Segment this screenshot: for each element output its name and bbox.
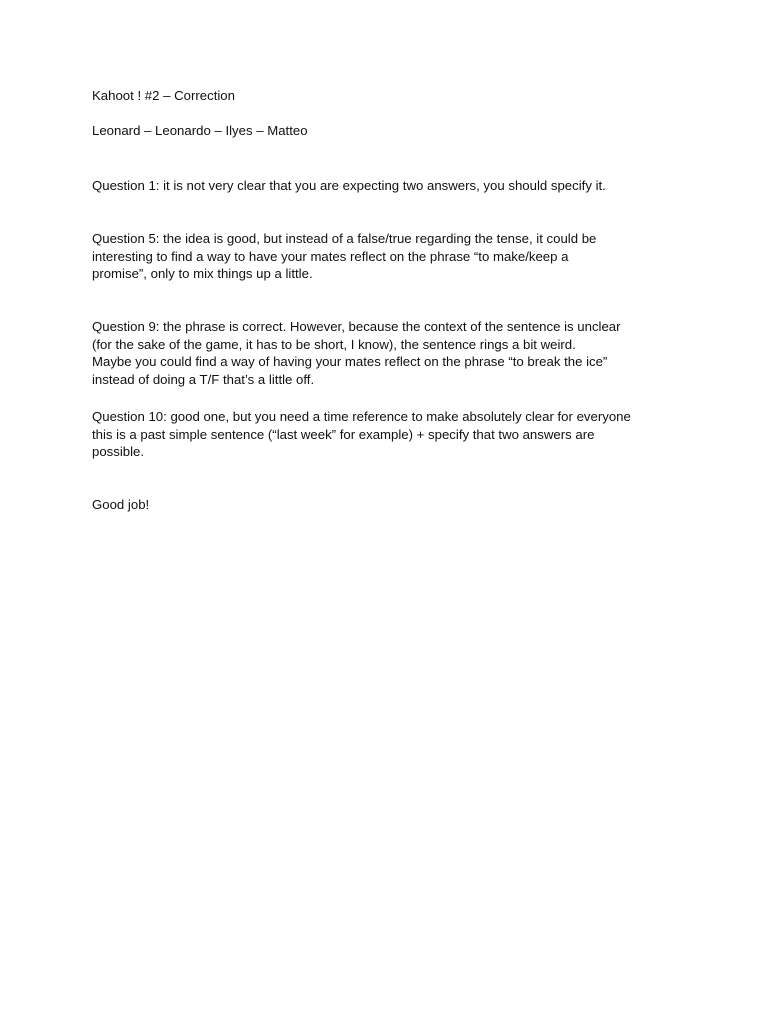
question-10-line: Question 10: good one, but you need a time reference to make absolutely clear for everyone [92,409,631,424]
document-title: Kahoot ! #2 – Correction [92,88,235,103]
closing-remark: Good job! [92,497,150,512]
question-5-comment [92,230,692,283]
question-10-line: this is a past simple sentence (“last week” for example) + specify that two answers are [92,426,595,442]
question-9-line: instead of doing a T/F that’s a little off. [92,371,315,387]
question-10-comment [92,408,692,461]
question-9-line: Question 9: the phrase is correct. However, because the context of the sentence is unclear [92,319,621,334]
question-5-line: Question 5: the idea is good, but instead of a false/true regarding the tense, it could be [92,231,597,246]
question-5-line: promise”, only to mix things up a little. [92,266,313,282]
question-5-line: interesting to find a way to have your mates reflect on the phrase “to make/keep a [92,248,569,264]
question-9-line: (for the sake of the game, it has to be short, I know), the sentence rings a bit weird. [92,336,576,352]
question-9-line: Maybe you could find a way of having your mates reflect on the phrase “to break the ice” [92,354,608,370]
question-10-line: possible. [92,444,145,460]
student-names: Leonard – Leonardo – Ilyes – Matteo [92,123,308,138]
question-1-line: Question 1: it is not very clear that you are expecting two answers, you should specify it. [92,178,606,193]
question-1-comment [92,177,692,195]
question-9-comment [92,318,692,388]
